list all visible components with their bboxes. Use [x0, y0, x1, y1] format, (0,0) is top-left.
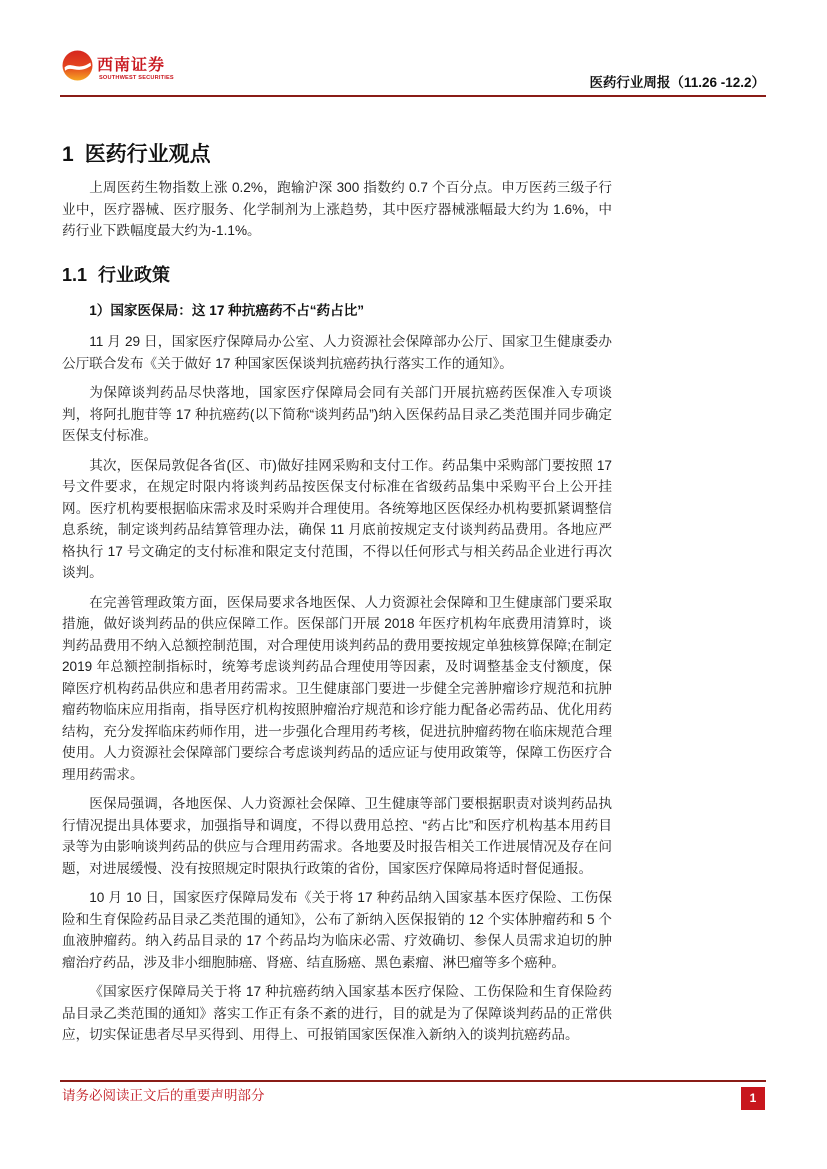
subsection-heading — [62, 262, 612, 288]
brand-name-en: SOUTHWEST SECURITIES — [99, 75, 174, 81]
southwest-securities-logo-icon — [62, 50, 93, 81]
body-paragraph: 在完善管理政策方面，医保局要求各地医保、人力资源社会保障和卫生健康部门要采取措施，做好谈判药品的供应保障工作。医保部门开展 2018 年医疗机构年底费用清算时，谈判药品费用不纳入总额控制范围，对合理使用谈判药品的费用要按规定单独核算保障;在制定 2019 年总额控制指标时，统筹考虑谈判药品合理使用等因素，及时调整基金支付额度，保障医疗机构药品供应和患者用药需求。卫生健康部门要进一步健全完善肿瘤诊疗规范和抗肿瘤药物临床应用指南，指导医疗机构按照肿瘤治疗规范和诊疗能力配备必需药品、优化用药结构，充分发挥临床药师作用，进一步强化合理用药考核，促进抗肿瘤药物在临床规范合理使用。人力资源社会保障部门要综合考虑谈判药品的适应证与使用政策等，保障工伤医疗合理用药需求。 — [62, 594, 612, 782]
report-title: 医药行业周报（11.26 -12.2） — [589, 75, 765, 90]
footer-disclaimer: 请务必阅读正文后的重要声明部分 — [62, 1088, 265, 1104]
body-paragraph: 《国家医疗保障局关于将 17 种抗癌药纳入国家基本医疗保险、工伤保险和生育保险药品目录乙类范围的通知》落实工作正有条不紊的进行，目的就是为了保障谈判药品的正常供应，切实保证患者尽早买得到、用得上、可报销国家医保准入新纳入的谈判抗癌药品。 — [62, 984, 612, 1042]
footer-rule — [60, 1080, 766, 1082]
subsection-number: 1.1 — [62, 265, 88, 285]
header-rule — [60, 95, 766, 97]
body-paragraph: 其次，医保局敦促各省(区、市)做好挂网采购和支付工作。药品集中采购部门要按照 17 号文件要求，在规定时限内将谈判药品按医保支付标准在省级药品集中采购平台上公开挂网。医疗机构要根据临床需求及时采购并合理使用。各统筹地区医保经办机构要抓紧调整信息系统，制定谈判药品结算管理办法，确保 11 月底前按规定支付谈判药品费用。各地应严格执行 17 号文确定的支付标准和限定支付范围，不得以任何形式与相关药品企业进行再次谈判。 — [62, 457, 612, 580]
section-number: 1 — [62, 143, 74, 166]
body-paragraph: 上周医药生物指数上涨 0.2%，跑输沪深 300 指数约 0.7 个百分点。申万医药三级子行业中，医疗器械、医疗服务、化学制剂为上涨趋势，其中医疗器械涨幅最大约为 1.6%，中药行业下跌幅度最大约为-1.1%。 — [62, 180, 612, 238]
body-paragraph: 为保障谈判药品尽快落地，国家医疗保障局会同有关部门开展抗癌药医保准入专项谈判，将阿扎胞苷等 17 种抗癌药(以下简称“谈判药品”)纳入医保药品目录乙类范围并同步确定医保支付标准。 — [62, 385, 612, 443]
brand-name-cn: 西南证券 — [97, 55, 166, 74]
item-heading: 1）国家医保局：这 17 种抗癌药不占“药占比” — [89, 303, 365, 318]
brand-logo — [62, 49, 174, 83]
page-number: 1 — [741, 1087, 765, 1110]
section-title: 医药行业观点 — [84, 143, 211, 166]
body-paragraph: 10 月 10 日，国家医疗保障局发布《关于将 17 种药品纳入国家基本医疗保险、工伤保险和生育保险药品目录乙类范围的通知》，公布了新纳入医保报销的 12 个实体肿瘤药和 5 个血液肿瘤药。纳入药品目录的 17 个药品均为临床必需、疗效确切、参保人员需求迫切的肿瘤治疗药品，涉及非小细胞肺癌、肾癌、结直肠癌、黑色素瘤、淋巴瘤等多个癌种。 — [62, 890, 612, 970]
report-body — [62, 141, 612, 1046]
body-paragraph: 医保局强调，各地医保、人力资源社会保障、卫生健康等部门要根据职责对谈判药品执行情况提出具体要求，加强指导和调度，不得以费用总控、“药占比”和医疗机构基本用药目录等为由影响谈判药品的供应与合理用药需求。各地要及时报告相关工作进展情况及存在问题，对进展缓慢、没有按照规定时限执行政策的省份，国家医疗保障局将适时督促通报。 — [62, 796, 612, 876]
subsection-title: 行业政策 — [98, 265, 171, 285]
body-paragraph: 11 月 29 日，国家医疗保障局办公室、人力资源社会保障部办公厅、国家卫生健康委办公厅联合发布《关于做好 17 种国家医保谈判抗癌药执行落实工作的通知》。 — [62, 334, 612, 371]
section-heading — [62, 141, 612, 169]
